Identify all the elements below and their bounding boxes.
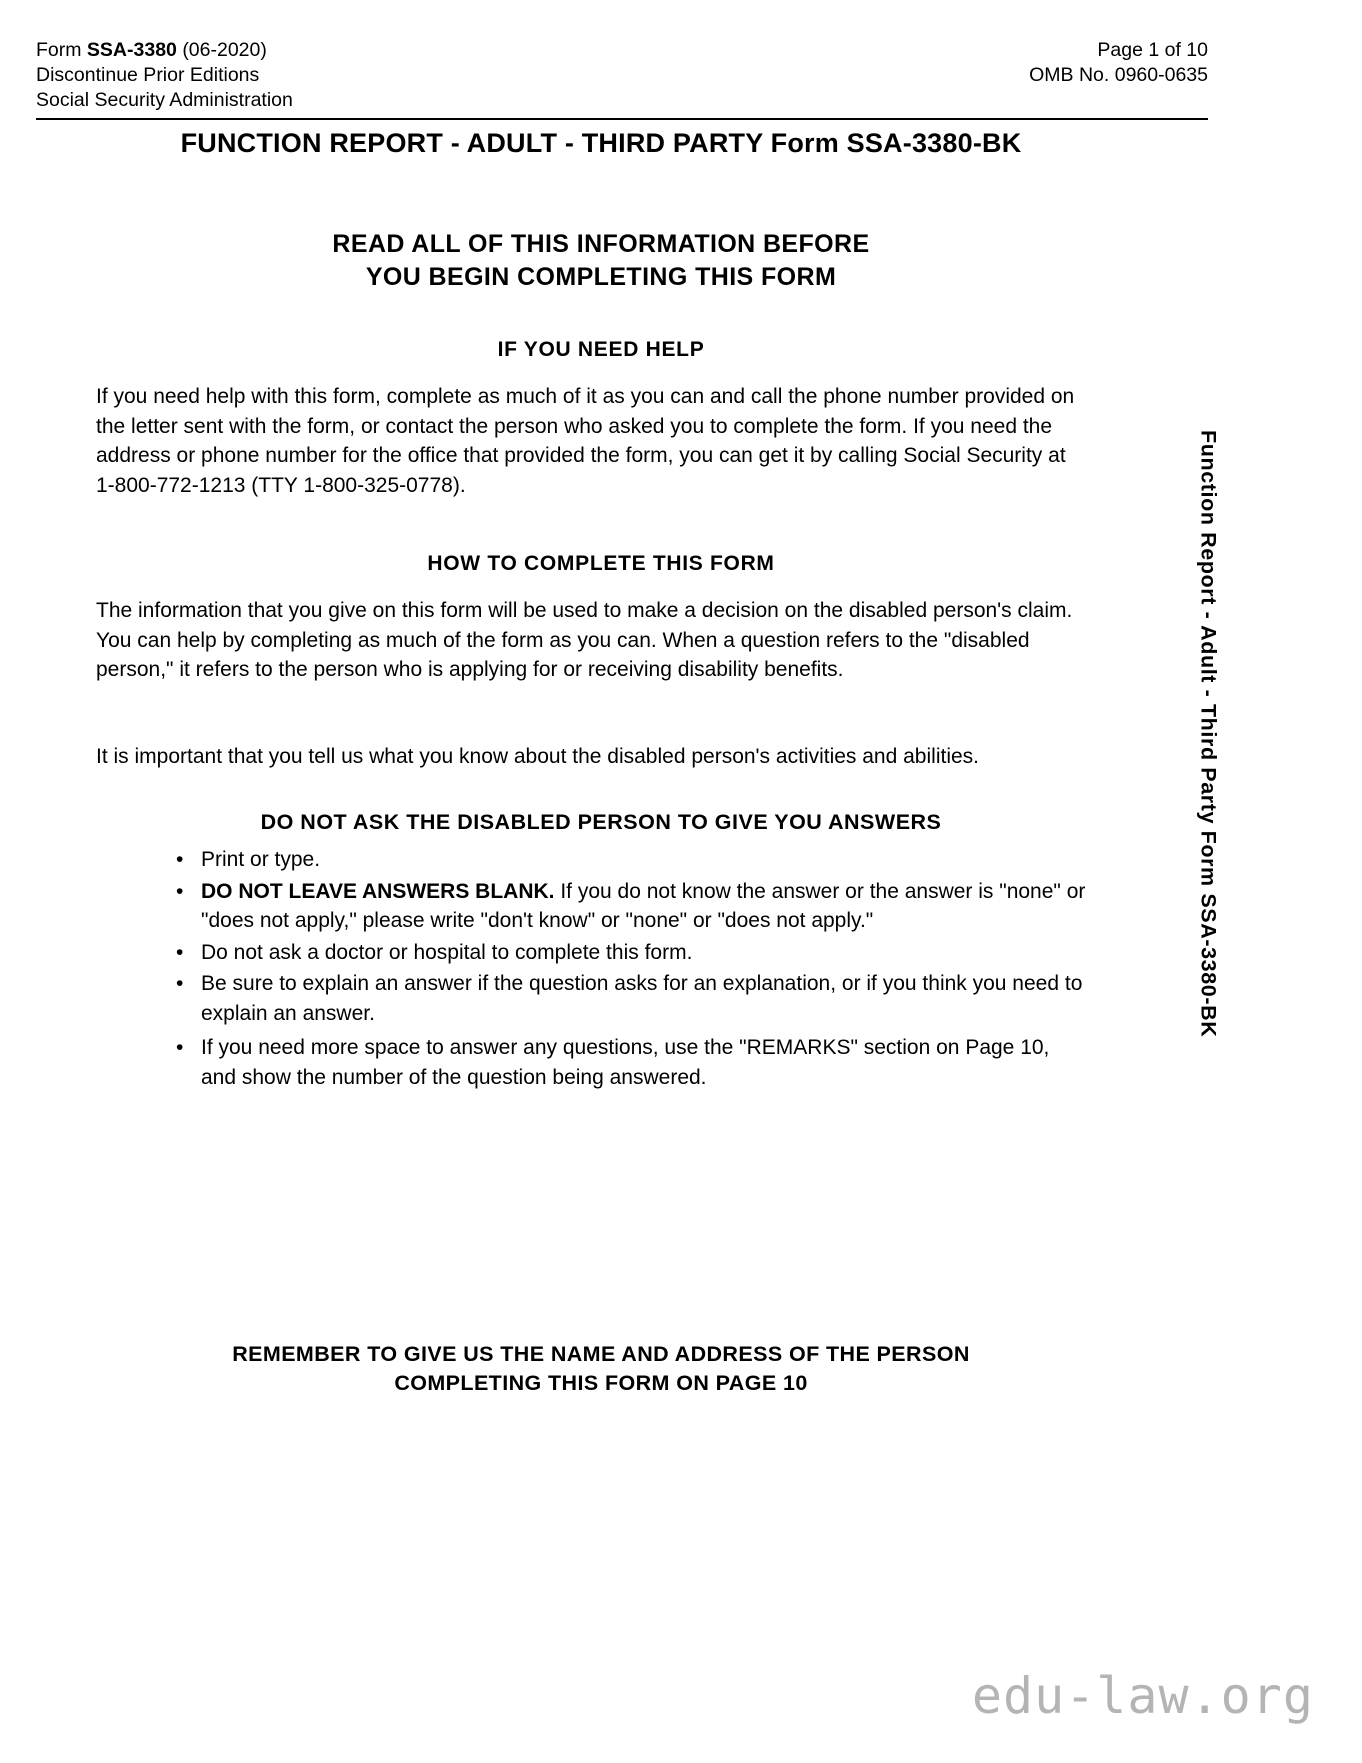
vertical-side-tab [1178, 430, 1238, 1220]
section-heading-if-you-need-help: IF YOU NEED HELP [497, 338, 705, 361]
watermark: edu-law.org [971, 1667, 1314, 1725]
read-all-notice [36, 228, 1166, 294]
bullet-icon: • [176, 940, 184, 964]
section-body-if-you-need-help: If you need help with this form, complete as much of it as you can and call the phone number provided on the letter sent with the form, or contact the person who asked you to complete the form. If you need the address or phone number for the office that provided the form, you can get it by calling Social Security at 1-800-772-1213 (TTY 1-800-325-0778). [96, 385, 1075, 497]
bullet-icon: • [176, 879, 184, 903]
section-heading-do-not-ask: DO NOT ASK THE DISABLED PERSON TO GIVE YOU ANSWERS [260, 810, 942, 834]
list-item [170, 845, 1090, 875]
list-item [170, 969, 1090, 1028]
instruction-bullet-list [170, 845, 1090, 1092]
section-body-how-to-complete: The information that you give on this form will be used to make a decision on the disabled person's claim. You can help by completing as much of the form as you can. When a question refers to the "disabled person," it refers to the person who is applying for or receiving disability benefits. [96, 599, 1073, 681]
list-item [170, 1033, 1090, 1092]
page-title: FUNCTION REPORT - ADULT - THIRD PARTY Form SSA-3380-BK [180, 128, 1022, 158]
form-revision: (06-2020) [182, 39, 267, 61]
omb-number: OMB No. 0960-0635 [1029, 64, 1208, 86]
list-item-text: Be sure to explain an answer if the question asks for an explanation, or if you think you need to explain an answer. [201, 972, 1083, 1025]
side-tab-label: Function Report - Adult - Third Party Form SSA-3380-BK [1196, 430, 1221, 1038]
form-number: SSA-3380 [86, 39, 177, 61]
read-all-line-1: READ ALL OF THIS INFORMATION BEFORE [332, 230, 870, 258]
header-divider [36, 118, 1208, 120]
page-indicator: Page 1 of 10 [1097, 39, 1208, 61]
list-item-text: Print or type. [201, 848, 321, 871]
read-all-line-2: YOU BEGIN COMPLETING THIS FORM [365, 263, 837, 291]
header-right-block [1029, 38, 1208, 88]
page-header [36, 38, 1208, 113]
header-left-block [36, 38, 293, 113]
section-body-important-note: It is important that you tell us what you know about the disabled person's activities and abilities. [96, 745, 979, 768]
agency-name: Social Security Administration [36, 89, 293, 111]
bullet-icon: • [176, 1036, 184, 1059]
form-identifier-line [36, 38, 293, 63]
footer-line-1: REMEMBER TO GIVE US THE NAME AND ADDRESS OF THE PERSON [232, 1342, 970, 1366]
list-item-text: Do not ask a doctor or hospital to complete this form. [201, 940, 693, 964]
list-item-text: If you do not know the answer or the answer is "none" or "does not apply," please write "don't know" or "none" or "does not apply." [201, 879, 1086, 932]
list-item [170, 877, 1090, 936]
page-footer-reminder [36, 1340, 1166, 1398]
section-heading-how-to-complete: HOW TO COMPLETE THIS FORM [427, 552, 775, 575]
bullet-icon: • [176, 848, 184, 871]
list-item-emphasis: DO NOT LEAVE ANSWERS BLANK. [201, 879, 555, 903]
footer-line-2: COMPLETING THIS FORM ON PAGE 10 [394, 1371, 808, 1395]
list-item-text: If you need more space to answer any questions, use the "REMARKS" section on Page 10, and show the number of the question being answered. [201, 1036, 1050, 1089]
bullet-icon: • [176, 972, 184, 995]
list-item [170, 938, 1090, 968]
form-label: Form [36, 39, 82, 61]
discontinue-notice: Discontinue Prior Editions [36, 64, 260, 86]
